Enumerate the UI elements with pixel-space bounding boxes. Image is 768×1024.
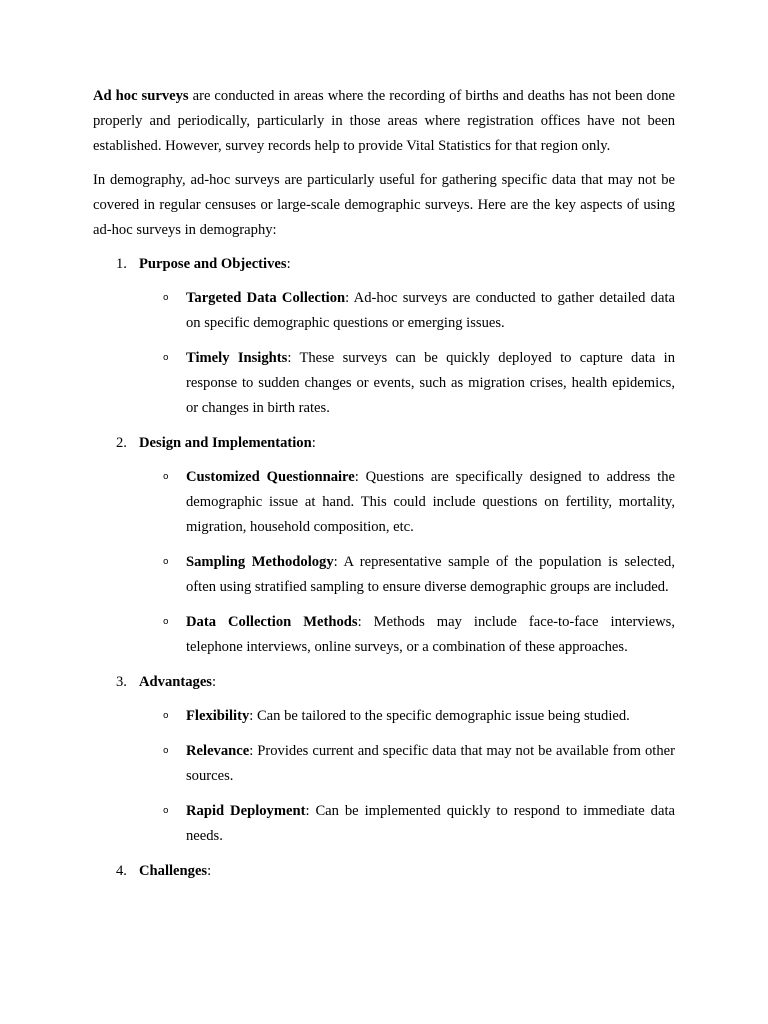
section-heading bbox=[139, 252, 675, 277]
bullet-circle-icon: o bbox=[163, 353, 169, 363]
bullet-list bbox=[93, 704, 675, 849]
section-title: Design and Implementation bbox=[139, 435, 312, 451]
item-description: : Can be implemented quickly to respond to immediate data needs. bbox=[186, 803, 675, 844]
intro-paragraph bbox=[93, 84, 675, 159]
bullet-circle-icon: o bbox=[163, 806, 169, 816]
list-item bbox=[93, 286, 675, 336]
section-title: Purpose and Objectives bbox=[139, 256, 287, 272]
bullet-circle-icon: o bbox=[163, 557, 169, 567]
list-item bbox=[93, 346, 675, 421]
bullet-circle-icon: o bbox=[163, 617, 169, 627]
item-description: : Can be tailored to the specific demographic issue being studied. bbox=[249, 708, 630, 724]
item-term: Rapid Deployment bbox=[186, 803, 306, 819]
item-term: Flexibility bbox=[186, 708, 250, 724]
bullet-circle-icon: o bbox=[163, 472, 169, 482]
section-number: 3. bbox=[116, 674, 127, 690]
bullet-list bbox=[93, 465, 675, 660]
bullet-list bbox=[93, 286, 675, 421]
item-term: Data Collection Methods bbox=[186, 614, 358, 630]
item-term: Sampling Methodology bbox=[186, 554, 334, 570]
section-title-suffix: : bbox=[286, 256, 291, 272]
intro-text: are conducted in areas where the recording of births and deaths has not been done properly and periodically, particularly in those areas where registration offices have not been established. However, survey records help to provide Vital Statistics for that region only. bbox=[93, 88, 675, 154]
section-title-suffix: : bbox=[211, 674, 217, 690]
section-number: 4. bbox=[116, 863, 127, 879]
bullet-circle-icon: o bbox=[163, 711, 169, 721]
item-description: : A representative sample of the population is selected, often using stratified sampling to ensure diverse demographic groups are included. bbox=[186, 554, 675, 595]
item-term: Targeted Data Collection bbox=[186, 290, 346, 306]
item-description: : Ad-hoc surveys are conducted to gather detailed data on specific demographic questions or emerging issues. bbox=[186, 290, 675, 331]
list-item bbox=[93, 799, 675, 849]
document-page bbox=[93, 84, 675, 893]
list-item bbox=[93, 610, 675, 660]
section-heading bbox=[139, 431, 675, 456]
section-title: Advantages bbox=[139, 674, 212, 690]
item-description: : Provides current and specific data that may not be available from other sources. bbox=[186, 743, 675, 784]
section-title: Challenges bbox=[139, 863, 208, 879]
demography-paragraph: In demography, ad-hoc surveys are particularly useful for gathering specific data that may not be covered in regular censuses or large-scale demographic surveys. Here are the key aspects of using ad-hoc surveys in demography: bbox=[93, 172, 675, 238]
section-number: 1. bbox=[116, 256, 127, 272]
sections-list bbox=[93, 252, 675, 884]
bullet-circle-icon: o bbox=[163, 746, 169, 756]
list-item bbox=[93, 739, 675, 789]
list-item bbox=[93, 704, 675, 729]
section-heading bbox=[139, 859, 675, 884]
intro-bold-term: Ad hoc surveys bbox=[93, 88, 189, 104]
item-term: Customized Questionnaire bbox=[186, 469, 355, 485]
section-title-suffix: : bbox=[311, 435, 316, 451]
section-heading bbox=[139, 670, 675, 695]
section-3 bbox=[93, 670, 675, 849]
section-1 bbox=[93, 252, 675, 421]
item-description: : These surveys can be quickly deployed to capture data in response to sudden changes or events, such as migration crises, health epidemics, or changes in birth rates. bbox=[186, 350, 675, 416]
section-number: 2. bbox=[116, 435, 127, 451]
item-term: Relevance bbox=[186, 743, 250, 759]
section-2 bbox=[93, 431, 675, 660]
bullet-circle-icon: o bbox=[163, 293, 169, 303]
list-item bbox=[93, 550, 675, 600]
item-term: Timely Insights bbox=[186, 350, 288, 366]
item-description: : Questions are specifically designed to address the demographic issue at hand. This could include questions on fertility, mortality, migration, household composition, etc. bbox=[186, 469, 675, 535]
item-description: : Methods may include face-to-face interviews, telephone interviews, online surveys, or a combination of these approaches. bbox=[186, 614, 675, 655]
list-item bbox=[93, 465, 675, 540]
section-title-suffix: : bbox=[207, 863, 212, 879]
section-4 bbox=[93, 859, 675, 884]
